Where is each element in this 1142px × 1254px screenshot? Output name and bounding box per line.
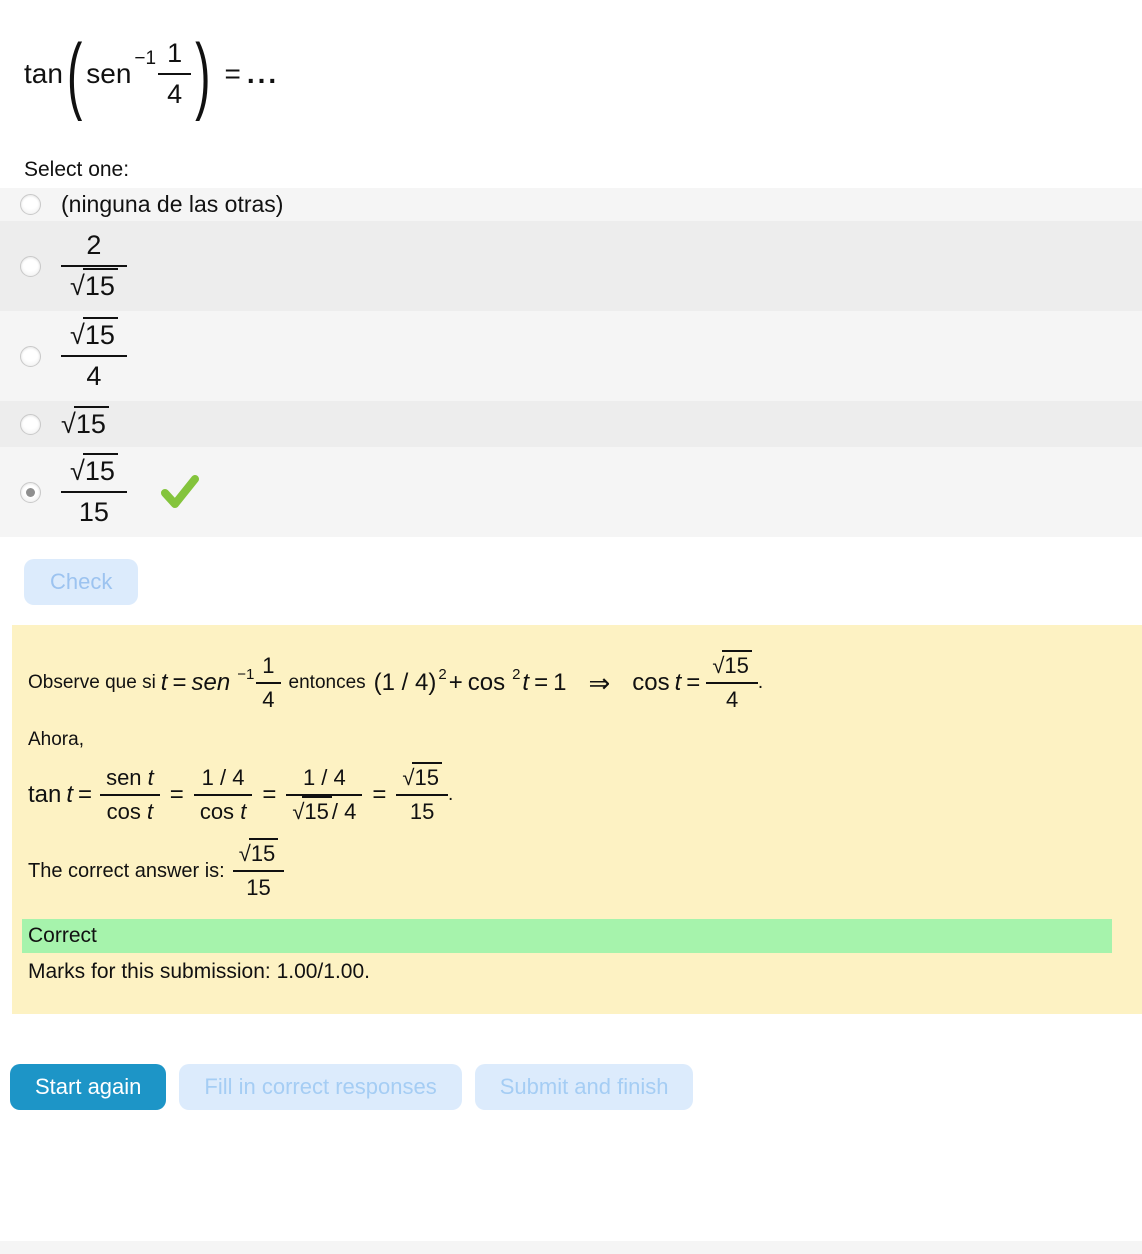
math-fn: cos (467, 669, 506, 696)
option-math (61, 229, 127, 303)
question-formula (24, 25, 1142, 123)
math-eq: = (686, 669, 701, 696)
radical-sign: √ (712, 653, 723, 678)
math-fn: sen (191, 669, 231, 696)
math-fraction (194, 765, 253, 825)
fraction-denominator: 4 (167, 79, 183, 109)
fraction-numerator (233, 841, 285, 872)
correct-banner: Correct (22, 919, 1112, 953)
radical-sign: √ (61, 408, 74, 439)
options-list (0, 188, 1142, 537)
fraction-numerator: 1 / 4 (194, 765, 253, 796)
option-label: (ninguna de las otras) (61, 191, 284, 217)
radicand: 15 (83, 453, 118, 486)
radio-unselected-icon[interactable] (20, 194, 41, 215)
fraction-numerator (706, 653, 758, 684)
implies-arrow-icon: ⇒ (588, 667, 611, 698)
math-op: + (448, 669, 463, 696)
marks-text: Marks for this submission: 1.00/1.00. (28, 960, 370, 983)
radical-sign: √ (70, 271, 83, 301)
radicand: 15 (412, 762, 441, 790)
question-tan: tan (24, 58, 63, 89)
feedback-line-2 (28, 765, 1126, 825)
option-row-ninguna[interactable] (0, 188, 1142, 221)
math-fraction (233, 841, 285, 901)
bottom-divider (0, 1241, 1142, 1254)
radicand: 15 (722, 650, 751, 678)
option-math (61, 455, 127, 529)
radicand: 15 (302, 796, 331, 824)
radical-sign: √ (292, 799, 303, 824)
radical-sign: √ (70, 320, 83, 350)
submit-and-finish-button[interactable]: Submit and finish (475, 1064, 694, 1110)
question-exponent: −1 (134, 48, 157, 69)
equals-sign: = (224, 58, 241, 89)
option-math (61, 319, 127, 393)
close-paren: ) (195, 25, 211, 123)
math-eq: = (262, 781, 277, 808)
radical-sign: √ (238, 841, 249, 866)
fraction-denominator: √15 / 4 (286, 796, 362, 825)
math-sup: 2 (438, 665, 447, 683)
check-button[interactable]: Check (24, 559, 138, 605)
radicand: 15 (83, 268, 118, 301)
feedback-text: Observe que si (28, 672, 156, 693)
option-row-sqrt15-over-15[interactable] (0, 447, 1142, 537)
question-fraction (158, 37, 191, 111)
math-fn: tan (28, 781, 62, 808)
ellipsis: ... (246, 58, 280, 89)
math-fn: cos (632, 669, 670, 696)
open-paren: ( (66, 25, 83, 123)
math-eq: = (78, 781, 93, 808)
fraction-numerator (396, 765, 448, 796)
fraction-denominator: cos t (106, 799, 154, 824)
correct-answer-line (28, 841, 1126, 901)
math-num: 1 (553, 669, 567, 696)
fraction-denominator: 4 (262, 687, 275, 712)
math-eq: = (372, 781, 387, 808)
option-row-sqrt15-over-4[interactable] (0, 311, 1142, 401)
correct-answer-label: The correct answer is: (28, 859, 225, 882)
option-row-2-over-sqrt15[interactable] (0, 221, 1142, 311)
fill-correct-responses-button[interactable]: Fill in correct responses (179, 1064, 461, 1110)
radicand: 15 (83, 317, 118, 350)
period: . (757, 672, 764, 693)
math-eq: = (169, 781, 184, 808)
feedback-line-1 (28, 653, 1126, 713)
fraction-denominator: 15 (78, 497, 109, 527)
math-fraction (286, 765, 362, 825)
radio-unselected-icon[interactable] (20, 346, 41, 367)
math-var: t (160, 669, 168, 696)
math-expr: (1 / 4) (373, 669, 437, 696)
fraction-denominator: 4 (86, 361, 102, 391)
fraction-denominator: 4 (725, 687, 739, 712)
radicand: 15 (74, 406, 109, 439)
action-buttons (10, 1064, 1142, 1110)
option-row-sqrt15[interactable] (0, 401, 1142, 447)
start-again-button[interactable]: Start again (10, 1064, 166, 1110)
fraction-numerator: sen t (100, 765, 160, 796)
math-eq: = (172, 669, 187, 696)
fraction-denominator: 15 (409, 799, 435, 824)
radicand: 15 (249, 838, 278, 866)
math-fraction (256, 653, 280, 713)
radio-unselected-icon[interactable] (20, 414, 41, 435)
feedback-ahora: Ahora, (28, 729, 84, 750)
question-sen: sen (86, 58, 132, 89)
math-var: t (522, 669, 530, 696)
math-fraction (706, 653, 758, 713)
math-eq: = (534, 669, 549, 696)
math-fraction (396, 765, 448, 825)
math-var: t (66, 781, 74, 808)
math-var: t (674, 669, 682, 696)
math-sup: −1 (237, 665, 255, 683)
fraction-numerator (61, 319, 127, 357)
fraction-numerator: 1 (158, 37, 191, 75)
fraction-denominator: cos t (199, 799, 247, 824)
fraction-denominator (61, 267, 127, 303)
feedback-text: entonces (288, 672, 366, 693)
radical-sign: √ (402, 765, 413, 790)
fraction-numerator: 1 / 4 (286, 765, 362, 796)
radio-selected-icon[interactable] (20, 482, 41, 503)
fraction-numerator: 2 (61, 229, 127, 267)
math-fraction (100, 765, 160, 825)
radical-sign: √ (70, 456, 83, 486)
option-math (61, 409, 109, 440)
feedback-box (12, 625, 1142, 1014)
fraction-numerator (61, 455, 127, 493)
fraction-denominator: 15 (246, 875, 271, 900)
period: . (447, 784, 454, 805)
radio-unselected-icon[interactable] (20, 256, 41, 277)
math-sup: 2 (512, 665, 521, 683)
correct-check-icon (161, 475, 199, 509)
fraction-numerator: 1 (256, 653, 280, 684)
select-one-label: Select one: (24, 158, 130, 181)
